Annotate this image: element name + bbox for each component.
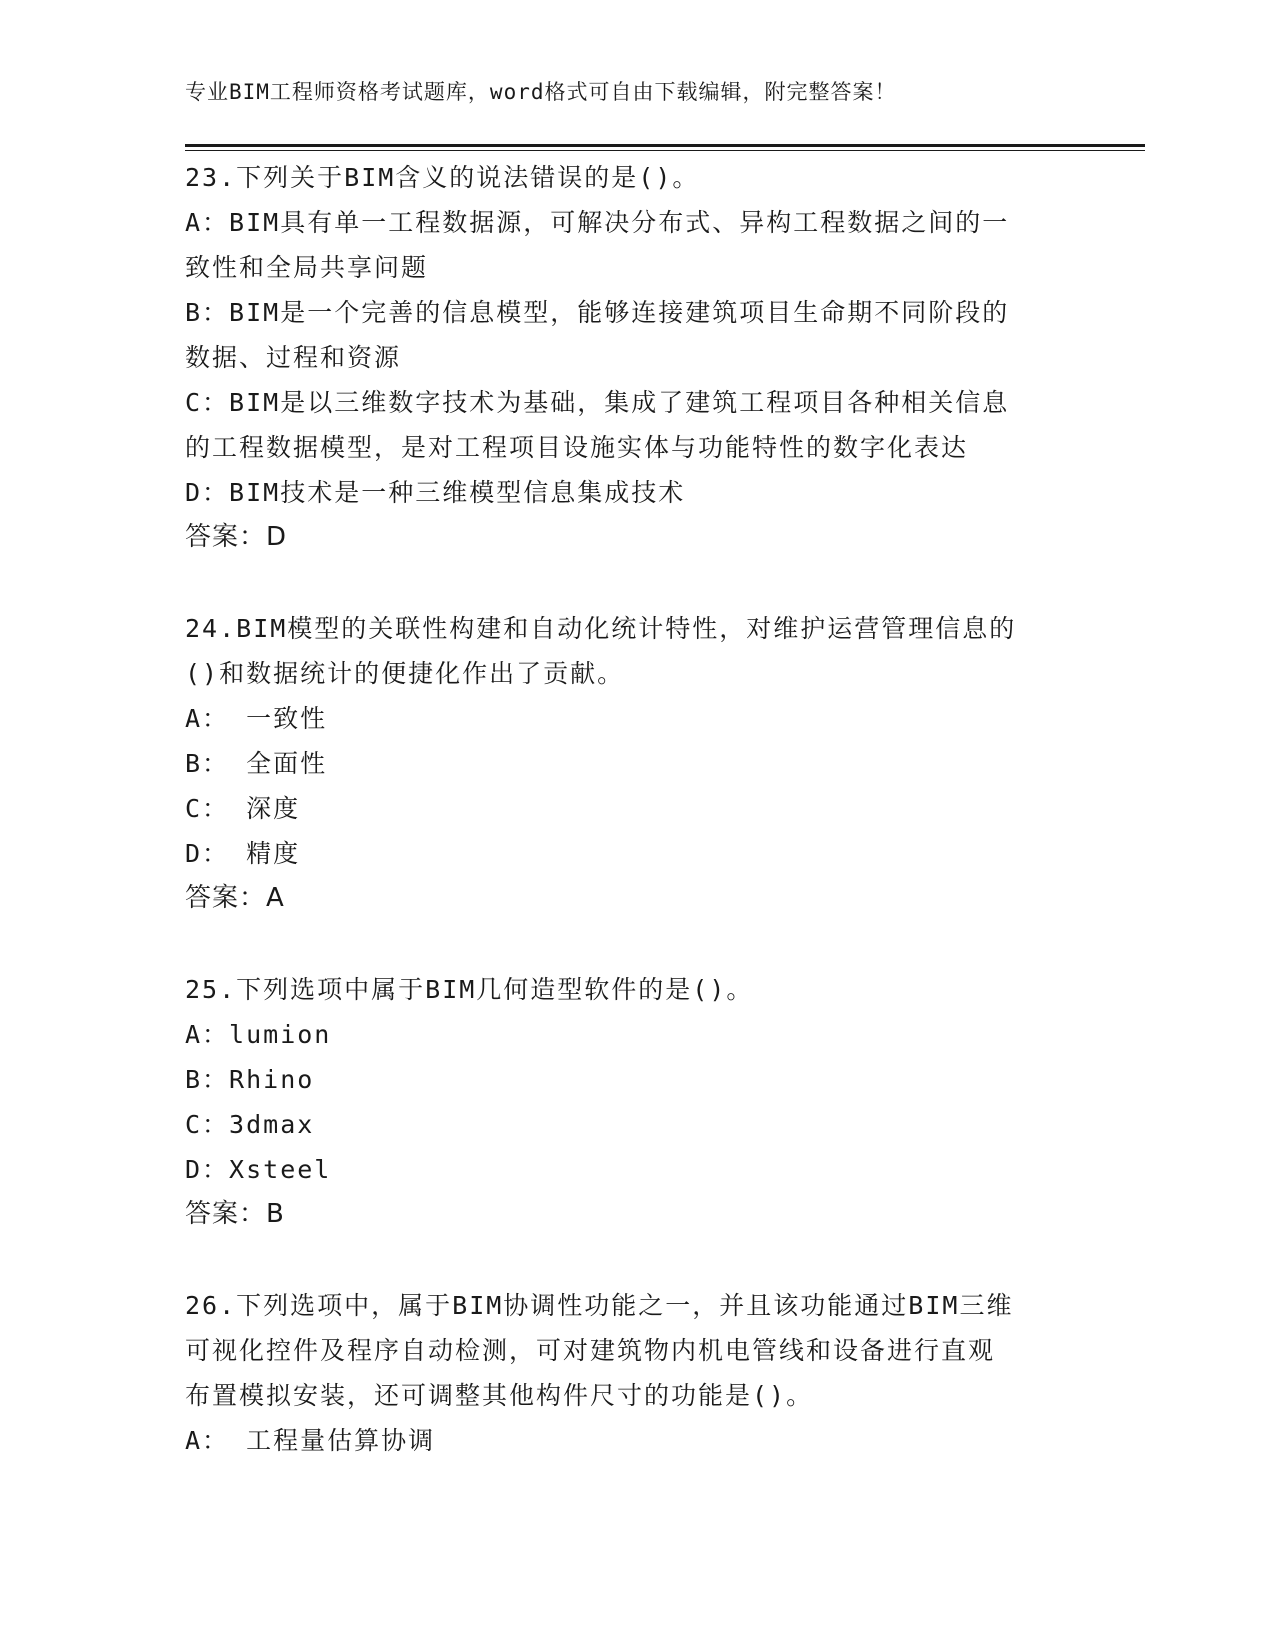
question-23	[185, 155, 1065, 560]
question-stem-continued: 布置模拟安装，还可调整其他构件尺寸的功能是()。	[185, 1381, 814, 1410]
header-rule-thin	[185, 150, 1145, 151]
answer-line: 答案：A	[185, 883, 285, 913]
option-d: D： 精度	[185, 839, 301, 868]
question-stem: 26.下列选项中，属于BIM协调性功能之一，并且该功能通过BIM三维	[185, 1291, 1014, 1320]
question-stem-continued: 可视化控件及程序自动检测，可对建筑物内机电管线和设备进行直观	[185, 1336, 996, 1365]
option-b: B：BIM是一个完善的信息模型，能够连接建筑项目生命期不同阶段的	[185, 298, 1010, 327]
question-list	[185, 155, 1065, 1509]
option-a: A： 一致性	[185, 704, 328, 733]
option-c: C：3dmax	[185, 1110, 315, 1139]
option-b: B： 全面性	[185, 749, 328, 778]
answer-line: 答案：D	[185, 522, 288, 552]
option-a: A：lumion	[185, 1020, 332, 1049]
option-a: A：BIM具有单一工程数据源，可解决分布式、异构工程数据之间的一	[185, 208, 1010, 237]
option-c-continued: 的工程数据模型，是对工程项目设施实体与功能特性的数字化表达	[185, 433, 969, 462]
option-a-continued: 致性和全局共享问题	[185, 253, 429, 282]
question-26	[185, 1283, 1065, 1463]
option-b-continued: 数据、过程和资源	[185, 343, 402, 372]
option-c: C：BIM是以三维数字技术为基础，集成了建筑工程项目各种相关信息	[185, 388, 1010, 417]
question-stem: 23.下列关于BIM含义的说法错误的是()。	[185, 163, 700, 192]
question-stem: 24.BIM模型的关联性构建和自动化统计特性，对维护运营管理信息的	[185, 614, 1017, 643]
option-d: D：Xsteel	[185, 1155, 332, 1184]
page-header: 专业BIM工程师资格考试题库，word格式可自由下载编辑，附完整答案！	[185, 80, 897, 104]
question-24	[185, 606, 1065, 921]
option-a: A： 工程量估算协调	[185, 1426, 436, 1455]
option-b: B：Rhino	[185, 1065, 315, 1094]
question-25	[185, 967, 1065, 1237]
option-d: D：BIM技术是一种三维模型信息集成技术	[185, 478, 686, 507]
question-stem: 25.下列选项中属于BIM几何造型软件的是()。	[185, 975, 754, 1004]
question-stem-continued: ()和数据统计的便捷化作出了贡献。	[185, 659, 625, 688]
header-rule-thick	[185, 144, 1145, 147]
answer-line: 答案：B	[185, 1199, 285, 1229]
option-c: C： 深度	[185, 794, 301, 823]
